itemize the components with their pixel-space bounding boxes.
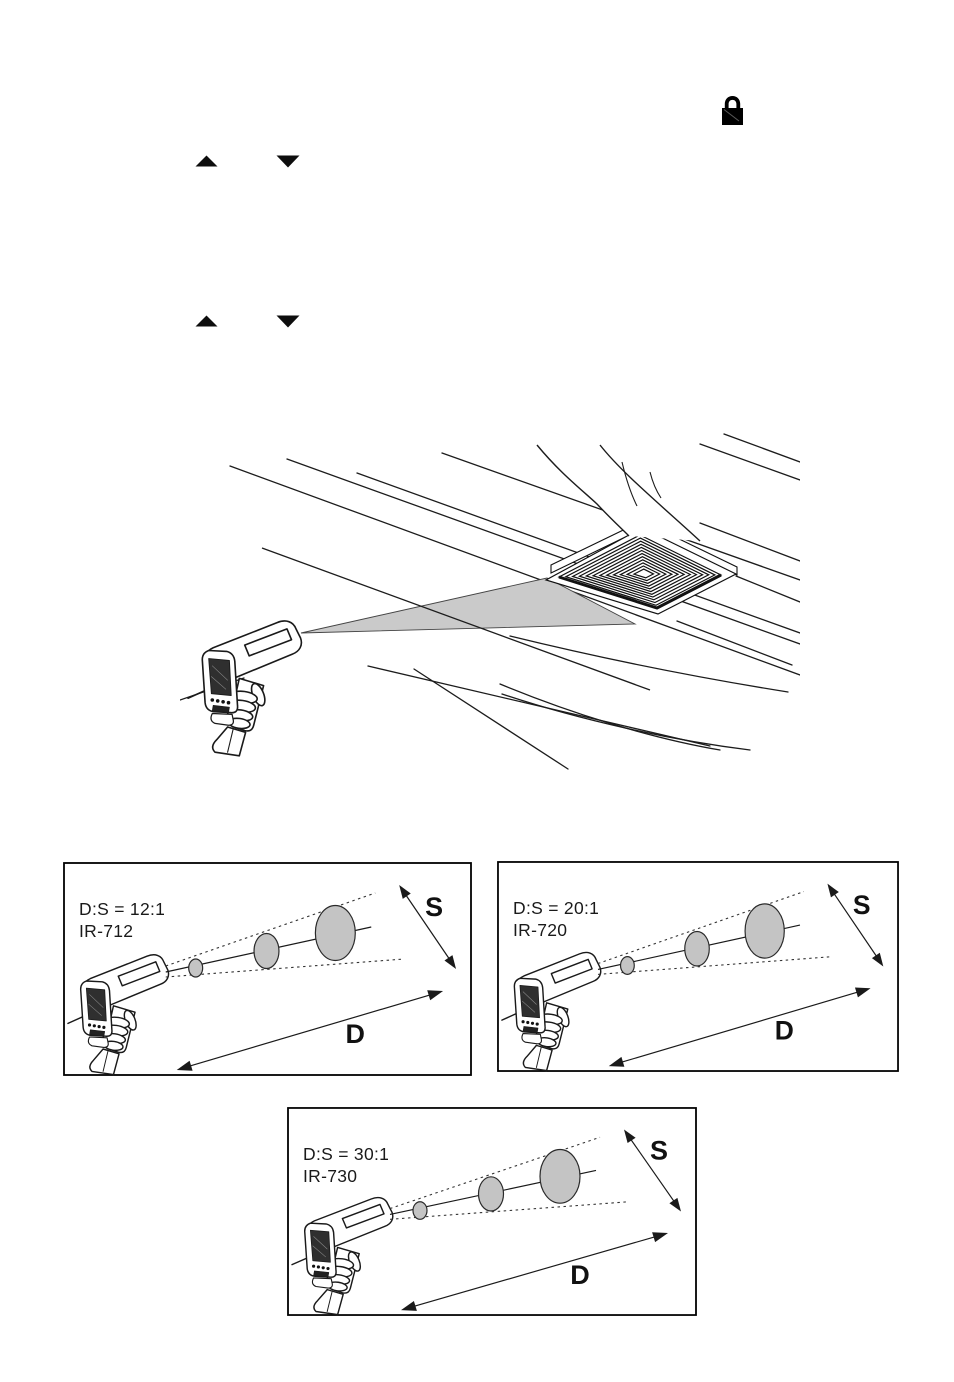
up-arrow-icon [195,315,218,327]
ceiling-vent-illustration [180,428,800,773]
spot-size-label: S [425,891,444,923]
ds-diagram-ir712 [63,862,472,1076]
ds-ratio-text: D:S = 20:1 [513,898,600,918]
distance-label: D [774,1015,794,1046]
spot-size-label: S [649,1136,669,1166]
diagram-caption [513,897,599,941]
diagram-caption [303,1143,389,1187]
ds-ratio-text: D:S = 30:1 [303,1144,390,1164]
down-arrow-icon [276,155,300,168]
distance-label: D [570,1260,590,1290]
diagram-caption [79,898,165,942]
distance-label: D [345,1018,366,1050]
ds-ratio-text: D:S = 12:1 [79,899,166,919]
ds-diagram-ir730 [287,1107,697,1316]
ds-diagram-figure [497,861,899,1072]
down-arrow-icon [276,315,300,328]
ds-diagram-ir720 [497,861,899,1072]
spot-size-label: S [852,890,871,921]
ds-diagram-figure [63,862,472,1076]
ir-thermometer [188,621,301,756]
up-arrow-icon [195,155,218,167]
lock-icon [720,94,745,127]
model-text: IR-720 [513,920,568,940]
ds-diagram-figure [287,1107,697,1316]
model-text: IR-730 [303,1166,358,1186]
air-duct [537,445,700,541]
model-text: IR-712 [79,921,134,941]
